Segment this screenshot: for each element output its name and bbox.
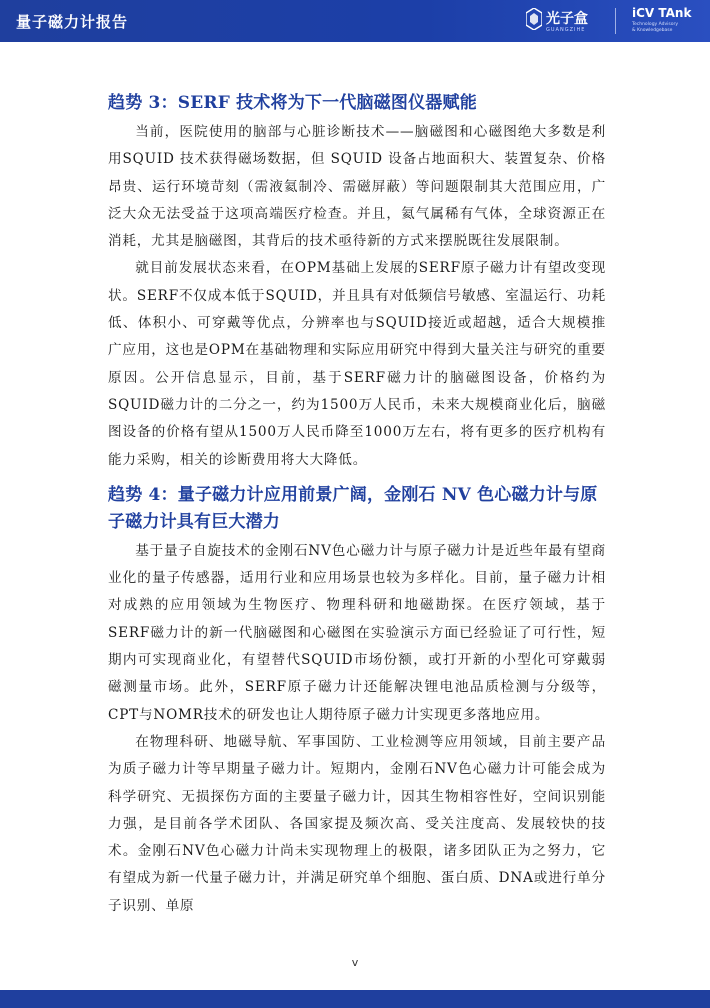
paragraph: 在物理科研、地磁导航、军事国防、工业检测等应用领域，目前主要产品为质子磁力计等早期量子磁力计。短期内，金刚石NV色心磁力计可能会成为科学研究、无损探伤方面的主要量子磁力计，因其生物相容性好，空间识别能力强，是目前各学术团队、各国家提及频次高、受关注度高、发展较快的技术。金刚石NV色心磁力计尚未实现物理上的极限，诸多团队正为之努力，它有望成为新一代量子磁力计，并满足研究单个细胞、蛋白质、DNA或进行单分子识别、单原 <box>108 733 606 914</box>
logo2-subtitle-line1: Technology Advisory <box>632 22 679 27</box>
section-heading-trend-3: 趋势 3：SERF 技术将为下一代脑磁图仪器赋能 <box>108 93 477 113</box>
footer-bar <box>0 990 710 1008</box>
logo-separator <box>615 8 616 34</box>
paragraph: 当前，医院使用的脑部与心脏诊断技术——脑磁图和心磁图绝大多数是利用SQUID 技术获得磁场数据，但 SQUID 设备占地面积大、装置复杂、价格昂贵、运行环境苛刻（需液氦制冷、需磁屏蔽）等问题限制其大范围应用，广泛大众无法受益于这项高端医疗检查。并且，氦气属稀有气体，全球资源正在消耗，尤其是脑磁图，其背后的技术亟待新的方式来摆脱既往发展限制。 <box>108 124 606 250</box>
icv-tank-logo <box>632 6 704 38</box>
logo1-name: 光子盒 <box>546 11 588 27</box>
paragraph: 就目前发展状态来看，在OPM基础上发展的SERF原子磁力计有望改变现状。SERF不仅成本低于SQUID，并且具有对低频信号敏感、室温运行、功耗低、体积小、可穿戴等优点，分辨率也与SQUID接近或超越，适合大规模推广应用，这也是OPM在基础物理和实际应用研究中得到大量关注与研究的重要原因。公开信息显示，目前，基于SERF磁力计的脑磁图设备，价格约为SQUID磁力计的二分之一，约为1500万人民币，未来大规模商业化后，脑磁图设备的价格有望从1500万人民币降至1000万左右，将有更多的医疗机构有能力采购，相关的诊断费用将大大降低。 <box>108 260 606 468</box>
report-title: 量子磁力计报告 <box>16 13 129 31</box>
guangzihe-logo <box>526 6 606 36</box>
logo1-subtitle: GUANGZIHE <box>546 27 586 33</box>
paragraph: 基于量子自旋技术的金刚石NV色心磁力计与原子磁力计是近些年最有望商业化的量子传感器，适用行业和应用场景也较为多样化。目前，量子磁力计相对成熟的应用领域为生物医疗、物理科研和地磁勘探。在医疗领域，基于SERF磁力计的新一代脑磁图和心磁图在实验演示方面已经验证了可行性，短期内可实现商业化，有望替代SQUID市场份额，或打开新的小型化可穿戴弱磁测量市场。此外，SERF原子磁力计还能解决锂电池品质检测与分级等，CPT与NOMR技术的研发也让人期待原子磁力计实现更多落地应用。 <box>108 542 606 723</box>
logo2-name: iCV TAnk <box>632 6 692 20</box>
page-content <box>108 90 606 920</box>
section-heading-trend-4: 趋势 4：量子磁力计应用前景广阔，金刚石 NV 色心磁力计与原子磁力计具有巨大潜力 <box>108 484 598 532</box>
logo2-subtitle-line2: & Knowledgebase <box>632 27 673 33</box>
header-bar <box>0 0 710 42</box>
page-number: v <box>351 956 359 969</box>
guangzihe-logo-mark-icon <box>526 8 542 30</box>
logo2-subtitle <box>632 22 678 33</box>
